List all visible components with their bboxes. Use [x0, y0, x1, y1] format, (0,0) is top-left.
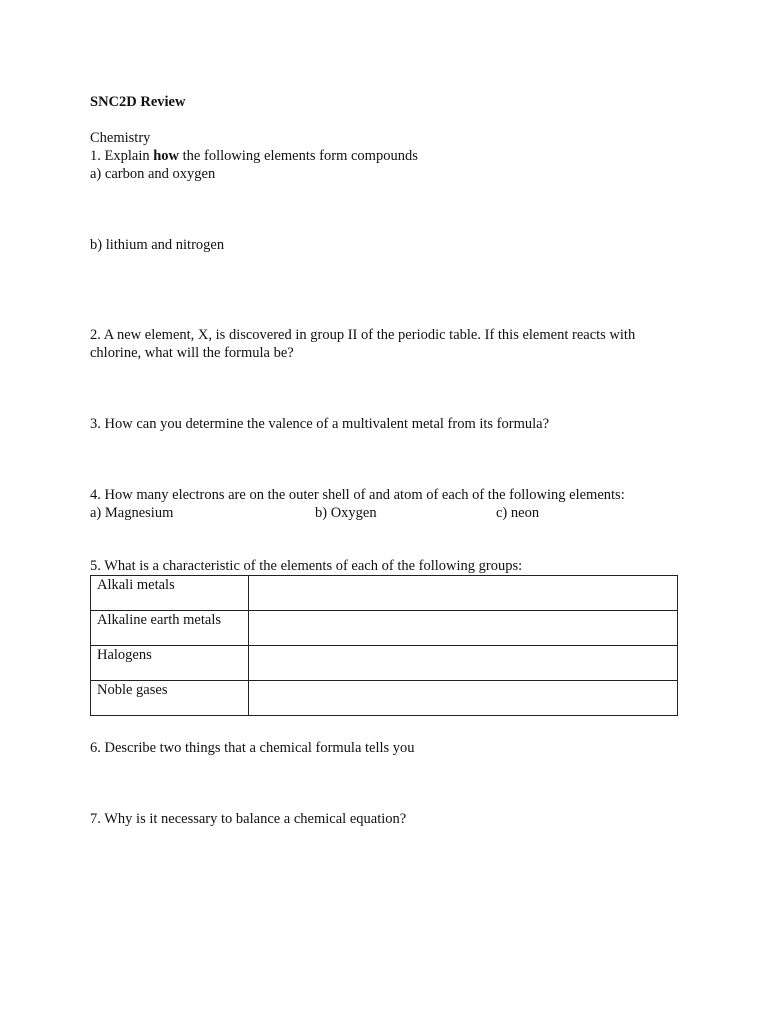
- group-label: Noble gases: [91, 681, 249, 716]
- question-4: 4. How many electrons are on the outer shell of and atom of each of the following elements:: [90, 487, 625, 503]
- question-7: 7. Why is it necessary to balance a chemical equation?: [90, 811, 407, 827]
- question-1-emphasis: how: [153, 148, 180, 164]
- answer-cell[interactable]: [249, 611, 678, 646]
- answer-cell[interactable]: [249, 681, 678, 716]
- answer-cell[interactable]: [249, 576, 678, 611]
- question-2-line-2: chlorine, what will the formula be?: [90, 345, 294, 361]
- question-6: 6. Describe two things that a chemical formula tells you: [90, 740, 415, 756]
- question-1: [90, 147, 418, 165]
- answer-cell[interactable]: [249, 646, 678, 681]
- question-4-part-c: c) neon: [496, 505, 540, 521]
- question-2-line-1: 2. A new element, X, is discovered in group II of the periodic table. If this element reacts with: [90, 327, 636, 343]
- table-row: [91, 576, 678, 611]
- question-1-part-b: b) lithium and nitrogen: [90, 237, 225, 253]
- question-1-suffix: the following elements form compounds: [179, 148, 418, 164]
- table-row: [91, 646, 678, 681]
- question-4-part-b: b) Oxygen: [315, 505, 377, 521]
- group-label: Alkaline earth metals: [91, 611, 249, 646]
- document-title: SNC2D Review: [90, 94, 186, 110]
- table-row: [91, 681, 678, 716]
- question-5: 5. What is a characteristic of the elements of each of the following groups:: [90, 558, 523, 574]
- group-label: Halogens: [91, 646, 249, 681]
- question-4-part-a: a) Magnesium: [90, 505, 174, 521]
- section-heading: Chemistry: [90, 130, 151, 146]
- question-1-part-a: a) carbon and oxygen: [90, 166, 216, 182]
- question-3: 3. How can you determine the valence of a multivalent metal from its formula?: [90, 416, 550, 432]
- table-row: [91, 611, 678, 646]
- group-label: Alkali metals: [91, 576, 249, 611]
- groups-table: [90, 575, 678, 716]
- question-1-prefix: 1. Explain: [90, 148, 154, 164]
